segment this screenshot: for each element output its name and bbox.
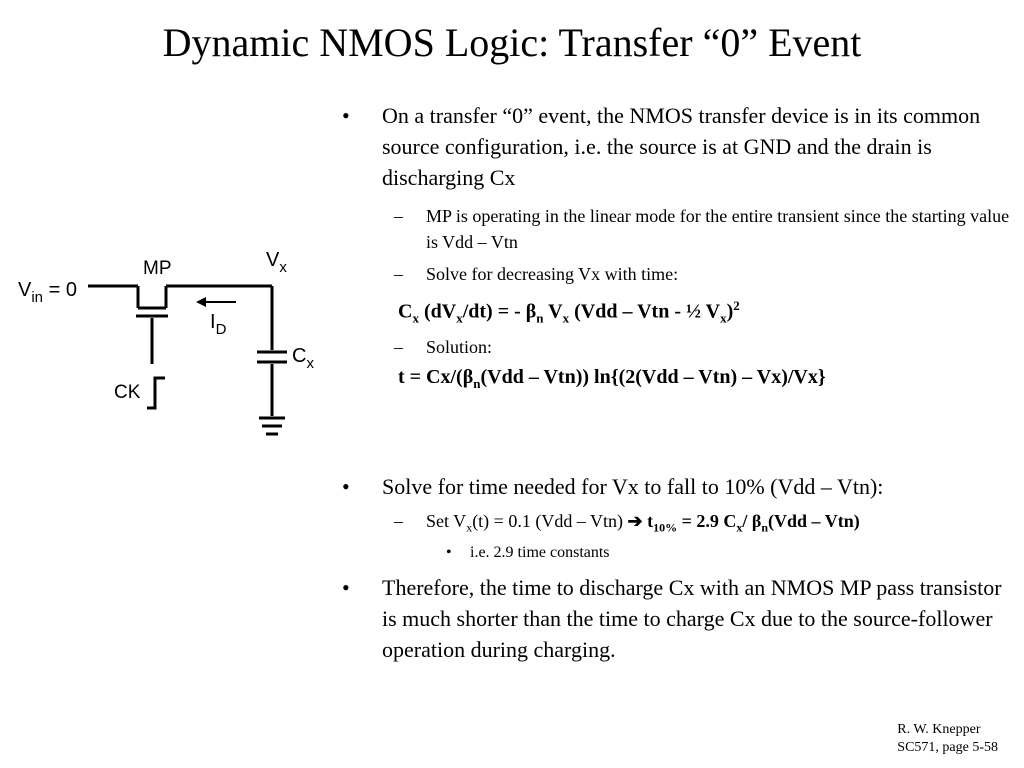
svg-text:Vin = 0: [18, 279, 77, 306]
sub-sub-bullet-time-constants: • i.e. 2.9 time constants: [342, 542, 1012, 564]
bullet-marker: •: [446, 544, 452, 562]
id-subscript: D: [215, 321, 227, 338]
dash-marker: –: [394, 336, 403, 357]
bullet-marker: •: [342, 575, 350, 601]
dash-marker: –: [394, 206, 403, 226]
dash-marker: –: [394, 264, 403, 284]
svg-text:Cx: [292, 345, 314, 372]
footer-author: R. W. Knepper: [897, 722, 981, 737]
circuit-diagram: [0, 230, 330, 450]
bullet-transfer-event: • On a transfer “0” event, the NMOS transfer device is in its common source configuration, i.e. the source is at GND and the drain is discharging Cx: [342, 100, 1012, 193]
slide-content: [342, 100, 1012, 665]
vx-label: V: [266, 249, 280, 271]
sub-bullet-linear-mode: – MP is operating in the linear mode for the entire transient since the starting value is Vdd – Vtn: [342, 203, 1012, 255]
vin-subscript: in: [31, 289, 44, 306]
vin-label: V: [18, 279, 32, 301]
bullet-time-to-fall: • Solve for time needed for Vx to fall to 10% (Vdd – Vtn):: [342, 471, 1012, 502]
vin-value: = 0: [43, 279, 77, 301]
svg-text:Vx: [266, 249, 287, 276]
svg-text:ID: [210, 311, 227, 338]
cx-subscript: x: [306, 355, 314, 372]
dash-marker: –: [394, 510, 403, 531]
solution-equation: $t = Cx/(\beta_n(Vdd - Vtn))$ ln{(2(Vdd – Vtn) – Vx)/Vx}: [398, 365, 826, 391]
slide-footer: [897, 721, 998, 757]
cx-label: C: [292, 345, 307, 367]
bullet-conclusion: • Therefore, the time to discharge Cx with an NMOS MP pass transistor is much shorter than the time to charge Cx due to the source-follower operation during charging.: [342, 572, 1012, 665]
sub-bullet-set-vx: – Set $V_x(t) = 0.1$ (Vdd – Vtn) ➔ $t_{10\%} = 2.9$ $C_x/$ $\beta_n(Vdd - Vtn)$: [342, 508, 1012, 541]
bullet-marker: •: [342, 473, 350, 499]
slide-title: Dynamic NMOS Logic: Transfer “0” Event: [162, 20, 862, 65]
sub-bullet-solve-vx: – Solve for decreasing Vx with time:: [342, 261, 1012, 287]
ck-label: CK: [114, 382, 141, 403]
mp-label: MP: [143, 258, 172, 279]
footer-page: SC571, page 5-58: [897, 740, 998, 755]
bullet-marker: •: [342, 103, 350, 128]
vx-subscript: x: [279, 259, 287, 276]
implies-arrow: ➔: [627, 510, 643, 531]
id-label: I: [210, 311, 216, 333]
differential-equation: $C_x$ $(dV_x/dt)$ = - $\beta_n$ $V_x$ (Vdd – Vtn - ½ $V_x)^2$: [398, 298, 740, 326]
sub-bullet-solution: – Solution:: [342, 334, 1012, 360]
